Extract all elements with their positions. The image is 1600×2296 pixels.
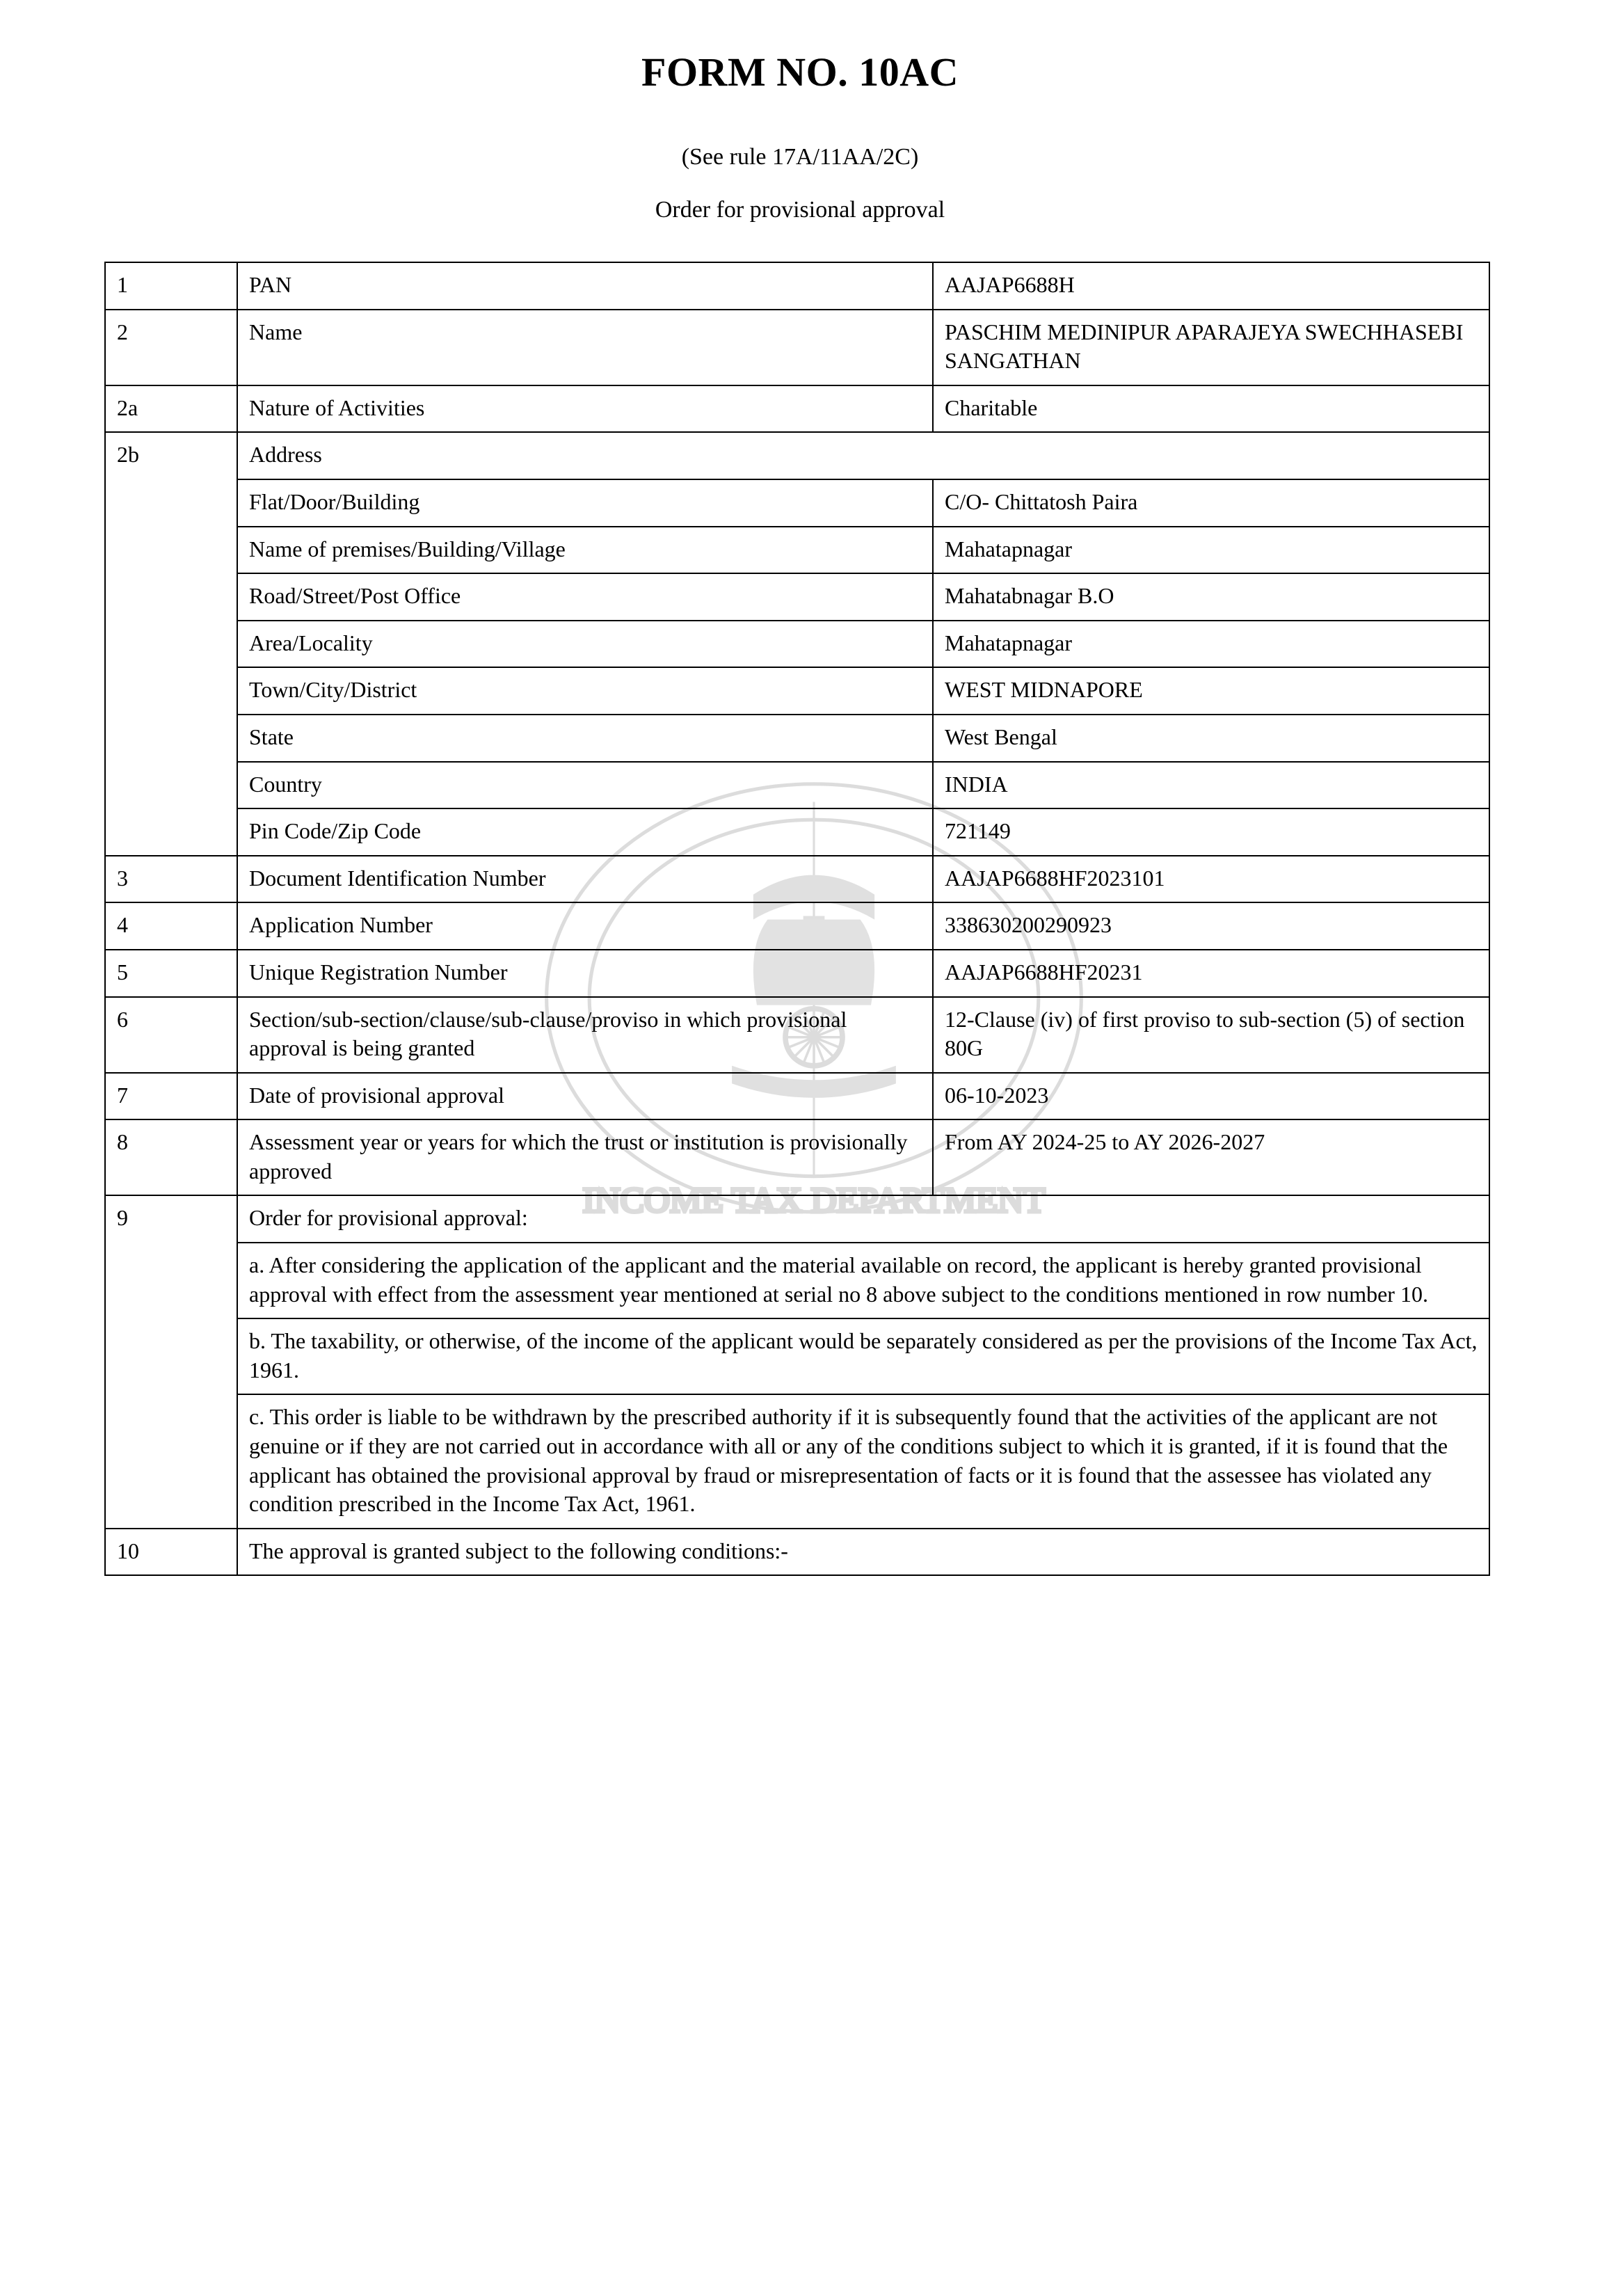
row-label: State	[237, 715, 933, 762]
svg-text:INCOME TAX DEPARTMENT: INCOME TAX DEPARTMENT	[582, 1180, 1046, 1220]
row-serial: 5	[105, 950, 237, 997]
row-value: WEST MIDNAPORE	[933, 667, 1489, 715]
row-label: Name	[237, 310, 933, 385]
row-label: Date of provisional approval	[237, 1073, 933, 1120]
row-label: Assessment year or years for which the trust or institution is provisionally approved	[237, 1119, 933, 1195]
form-table	[104, 262, 1490, 1576]
table-row	[105, 667, 1489, 715]
row-serial: 7	[105, 1073, 237, 1120]
row-serial: 10	[105, 1529, 237, 1576]
row-label: Pin Code/Zip Code	[237, 808, 933, 856]
table-row	[105, 762, 1489, 809]
document-subtitle: Order for provisional approval	[655, 197, 945, 223]
table-row-order-paragraph	[105, 1394, 1489, 1528]
row-value: Mahatapnagar	[933, 527, 1489, 574]
row-serial: 6	[105, 997, 237, 1073]
row-value: West Bengal	[933, 715, 1489, 762]
row-serial: 1	[105, 262, 237, 310]
row-label: Area/Locality	[237, 621, 933, 668]
row-value: PASCHIM MEDINIPUR APARAJEYA SWECHHASEBI SANGATHAN	[933, 310, 1489, 385]
row-value: C/O- Chittatosh Paira	[933, 479, 1489, 527]
row-value: AAJAP6688HF2023101	[933, 856, 1489, 903]
table-row	[105, 527, 1489, 574]
table-row	[105, 715, 1489, 762]
row-value: 06-10-2023	[933, 1073, 1489, 1120]
page-title: FORM NO. 10AC	[641, 49, 959, 95]
table-row-order-header	[105, 1195, 1489, 1243]
row-label: Road/Street/Post Office	[237, 573, 933, 621]
table-row-conditions	[105, 1529, 1489, 1576]
row-value: 12-Clause (iv) of first proviso to sub-section (5) of section 80G	[933, 997, 1489, 1073]
row-value: AAJAP6688HF20231	[933, 950, 1489, 997]
row-value: 721149	[933, 808, 1489, 856]
row-value: Mahatapnagar	[933, 621, 1489, 668]
row-serial: 9	[105, 1195, 237, 1528]
table-row	[105, 808, 1489, 856]
row-value: AAJAP6688H	[933, 262, 1489, 310]
row-value: INDIA	[933, 762, 1489, 809]
row-label: PAN	[237, 262, 933, 310]
table-row	[105, 310, 1489, 385]
table-row	[105, 385, 1489, 433]
table-row	[105, 856, 1489, 903]
row-serial: 4	[105, 902, 237, 950]
row-label: Unique Registration Number	[237, 950, 933, 997]
row-label: Town/City/District	[237, 667, 933, 715]
row-serial: 2b	[105, 432, 237, 855]
row-label: Name of premises/Building/Village	[237, 527, 933, 574]
row-label: Section/sub-section/clause/sub-clause/proviso in which provisional approval is being granted	[237, 997, 933, 1073]
row-label: Flat/Door/Building	[237, 479, 933, 527]
row-serial: 3	[105, 856, 237, 903]
table-row	[105, 621, 1489, 668]
order-paragraph-a: a. After considering the application of the applicant and the material available on record, the applicant is hereby granted provisional approval with effect from the assessment year mentioned at serial no 8 above subject to the conditions mentioned in row number 10.	[237, 1243, 1489, 1318]
row-label: The approval is granted subject to the following conditions:-	[237, 1529, 1489, 1576]
table-row	[105, 479, 1489, 527]
table-row	[105, 1073, 1489, 1120]
table-row	[105, 262, 1489, 310]
table-row	[105, 950, 1489, 997]
row-serial: 2	[105, 310, 237, 385]
row-label: Document Identification Number	[237, 856, 933, 903]
table-row	[105, 573, 1489, 621]
row-label: Order for provisional approval:	[237, 1195, 1489, 1243]
rule-reference: (See rule 17A/11AA/2C)	[681, 144, 919, 170]
row-label: Country	[237, 762, 933, 809]
row-serial: 2a	[105, 385, 237, 433]
row-label: Nature of Activities	[237, 385, 933, 433]
order-paragraph-c: c. This order is liable to be withdrawn by the prescribed authority if it is subsequently found that the activities of the applicant are not genuine or if they are not carried out in accordance with all or any of the conditions subject to which it is granted, if it is found that the applicant has obtained the provisional approval by fraud or misrepresentation of facts or it is found that the assessee has violated any condition prescribed in the Income Tax Act, 1961.	[237, 1394, 1489, 1528]
table-row	[105, 902, 1489, 950]
table-row	[105, 997, 1489, 1073]
row-label: Application Number	[237, 902, 933, 950]
table-row-address-header	[105, 432, 1489, 479]
row-value: Mahatabnagar B.O	[933, 573, 1489, 621]
table-row	[105, 1119, 1489, 1195]
table-row-order-paragraph	[105, 1243, 1489, 1318]
row-serial: 8	[105, 1119, 237, 1195]
order-paragraph-b: b. The taxability, or otherwise, of the income of the applicant would be separately considered as per the provisions of the Income Tax Act, 1961.	[237, 1318, 1489, 1394]
row-value: 338630200290923	[933, 902, 1489, 950]
row-label: Address	[237, 432, 1489, 479]
row-value: Charitable	[933, 385, 1489, 433]
table-row-order-paragraph	[105, 1318, 1489, 1394]
row-value: From AY 2024-25 to AY 2026-2027	[933, 1119, 1489, 1195]
